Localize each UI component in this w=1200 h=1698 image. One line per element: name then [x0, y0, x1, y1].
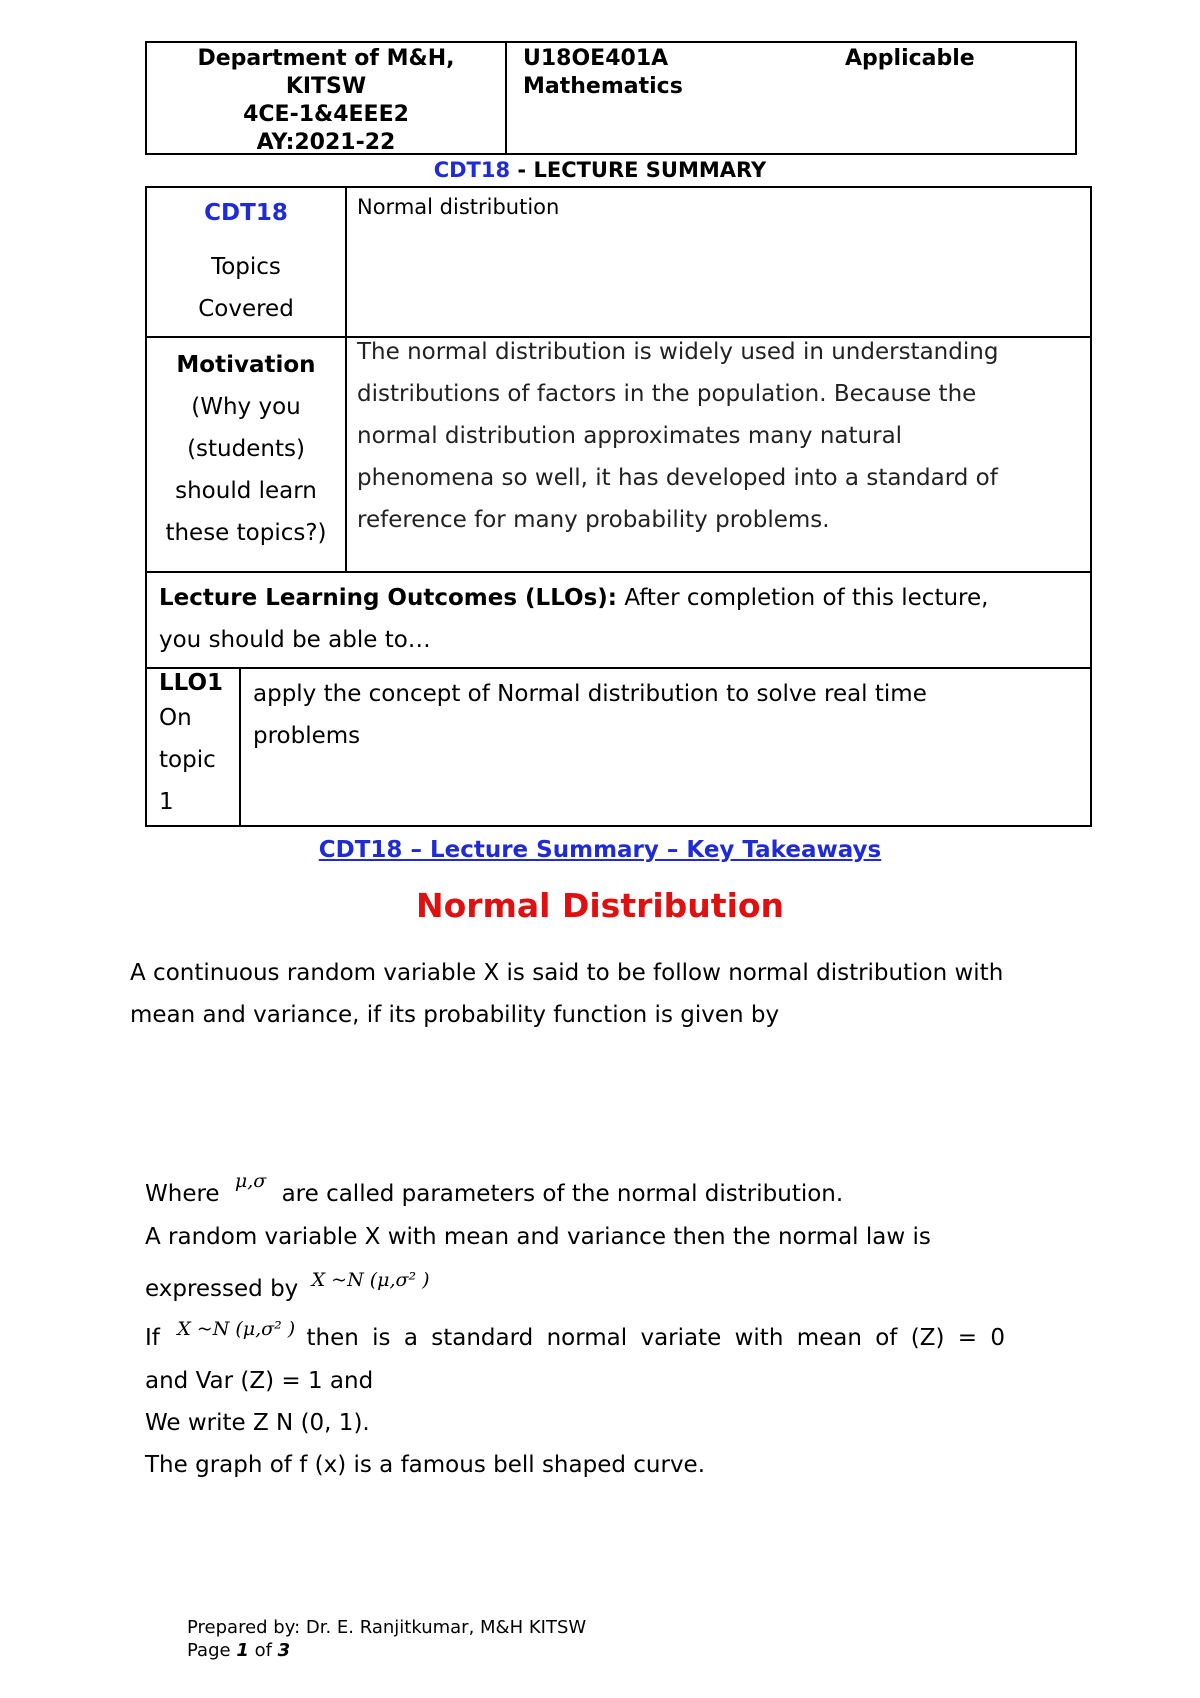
normal-notation: X ~N (μ,σ² ) [177, 1318, 296, 1340]
intro-line: A continuous random variable X is said to be follow normal distribution with [130, 960, 1004, 986]
current-page: 1 [236, 1640, 249, 1661]
course-title-1: Applicable [845, 46, 975, 71]
motivation-label-cell [147, 344, 345, 554]
llo1-line: problems [253, 723, 361, 749]
motivation-line: distributions of factors in the population. Because the [357, 381, 977, 407]
department-line: KITSW [285, 74, 367, 99]
motivation-sub: should learn [175, 478, 317, 504]
motivation-sub: (Why you [191, 394, 301, 420]
column-divider [345, 188, 347, 571]
row-divider [147, 667, 1090, 669]
key-takeaways-label: – Lecture Summary – Key Takeaways [402, 837, 882, 863]
lecture-summary-title [0, 158, 1200, 182]
definition-paragraph [145, 1170, 1085, 1486]
if-line [145, 1317, 1085, 1360]
lecture-summary-label: - LECTURE SUMMARY [510, 158, 767, 182]
prepared-by: Prepared by: Dr. E. Ranjitkumar, M&H KITSW [187, 1617, 587, 1638]
where-text: are called parameters of the normal distribution. [281, 1181, 844, 1207]
lecture-code: CDT18 [433, 158, 511, 182]
motivation-sub: these topics?) [165, 520, 327, 546]
random-line: A random variable X with mean and variance then the normal law is [145, 1224, 931, 1250]
class-line: 4CE-1&4EEE2 [243, 102, 409, 127]
intro-line: mean and variance, if its probability function is given by [130, 1002, 780, 1028]
intro-paragraph [130, 952, 1090, 1036]
llo-heading-label: Lecture Learning Outcomes (LLOs): [159, 585, 618, 611]
where-line [145, 1170, 1085, 1216]
llo1-code: LLO1 [159, 670, 224, 696]
graph-line: The graph of f (x) is a famous bell shaped curve. [145, 1452, 706, 1478]
department-cell [147, 43, 507, 153]
topics-label: Topics [211, 254, 281, 280]
topics-code: CDT18 [204, 200, 288, 226]
course-cell [523, 45, 1063, 101]
academic-year: AY:2021-22 [256, 130, 396, 155]
where-label: Where [145, 1181, 220, 1207]
key-takeaways-title [0, 837, 1200, 863]
llo1-sub: 1 [159, 789, 174, 815]
page-footer [187, 1616, 586, 1662]
page-of: of [248, 1640, 278, 1661]
llo1-text [253, 673, 1083, 757]
expressed-line [145, 1268, 1085, 1311]
page-number [187, 1639, 586, 1662]
department-line: Department of M&H, [197, 46, 455, 71]
llo-heading-text: After completion of this lecture, [617, 585, 989, 611]
motivation-line: reference for many probability problems. [357, 507, 830, 533]
motivation-line: phenomena so well, it has developed into a standard of [357, 465, 998, 491]
section-heading: Normal Distribution [415, 886, 785, 925]
llo1-label-cell [159, 669, 223, 823]
course-header-table [145, 41, 1077, 155]
row-divider [147, 571, 1090, 573]
llo-heading-text: you should be able to… [159, 627, 431, 653]
motivation-text [357, 331, 1087, 541]
topics-label-cell [147, 192, 345, 330]
lecture-summary-table [145, 186, 1092, 827]
course-code: U18OE401A [523, 46, 669, 71]
total-pages: 3 [277, 1640, 291, 1661]
page-label: Page [187, 1640, 237, 1661]
topics-label: Covered [198, 296, 294, 322]
motivation-line: normal distribution approximates many natural [357, 423, 903, 449]
key-takeaways-code: CDT18 [318, 837, 403, 863]
llo1-sub: topic [159, 747, 216, 773]
normal-notation: X ~N (μ,σ² ) [311, 1269, 430, 1291]
and-line: and Var (Z) = 1 and [145, 1368, 374, 1394]
parameters-symbol: μ,σ [234, 1170, 267, 1192]
if-label: If [145, 1325, 160, 1351]
expressed-label: expressed by [145, 1276, 299, 1302]
llo1-line: apply the concept of Normal distribution to solve real time [253, 681, 927, 707]
course-title-2: Mathematics [523, 74, 683, 99]
motivation-title: Motivation [176, 352, 316, 378]
topics-value: Normal distribution [357, 195, 560, 219]
motivation-line: The normal distribution is widely used in understanding [357, 339, 999, 365]
column-divider [239, 667, 241, 825]
if-text: then is a standard normal variate with mean of (Z) = 0 [306, 1325, 1005, 1351]
motivation-sub: (students) [187, 436, 305, 462]
write-line: We write Z N (0, 1). [145, 1410, 370, 1436]
llo1-sub: On [159, 705, 192, 731]
llo-heading [159, 577, 1079, 661]
